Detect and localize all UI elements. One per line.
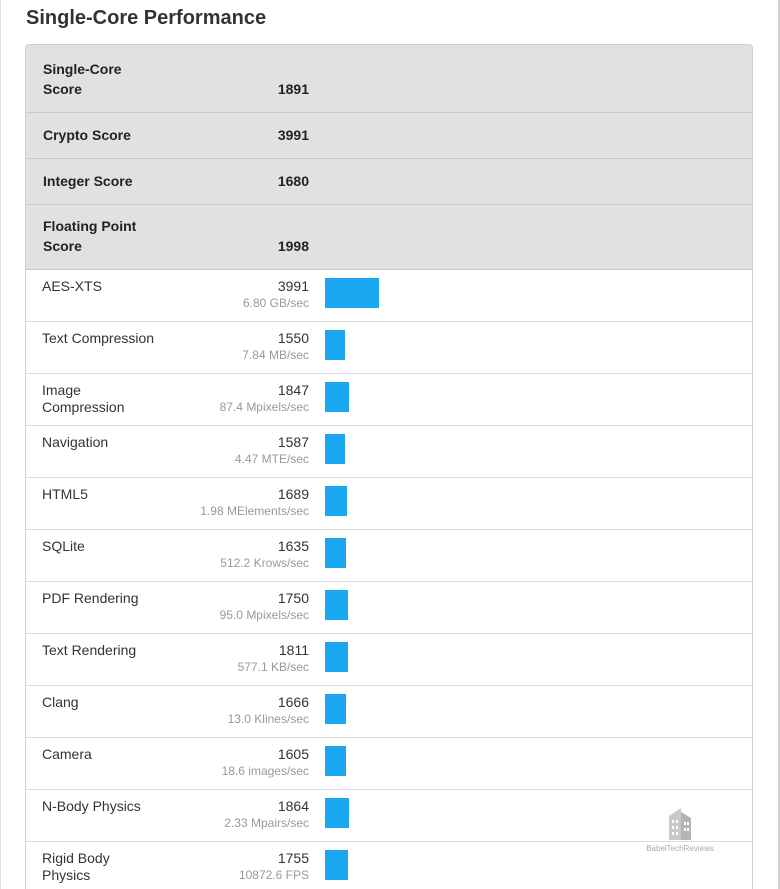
benchmark-name: Camera bbox=[42, 746, 92, 762]
benchmark-score: 1635 bbox=[277, 538, 309, 554]
benchmark-name: AES-XTS bbox=[42, 278, 102, 294]
benchmark-score: 1666 bbox=[277, 694, 309, 710]
benchmark-row bbox=[26, 426, 752, 478]
left-border bbox=[0, 0, 1, 889]
benchmark-rate: 95.0 Mpixels/sec bbox=[219, 608, 309, 622]
benchmark-bar bbox=[325, 330, 345, 360]
summary-label: Score bbox=[43, 238, 82, 254]
summary-row-floating-point bbox=[26, 205, 752, 270]
benchmark-row bbox=[26, 478, 752, 530]
benchmark-row bbox=[26, 374, 752, 426]
summary-score: 1998 bbox=[277, 238, 309, 254]
benchmark-rate: 10872.6 FPS bbox=[238, 868, 309, 882]
summary-score: 1680 bbox=[277, 173, 309, 189]
summary-row-integer bbox=[26, 159, 752, 205]
benchmark-bar bbox=[325, 538, 346, 568]
benchmark-rate: 1.98 MElements/sec bbox=[200, 504, 309, 518]
summary-label: Single-Core bbox=[43, 61, 122, 77]
benchmark-rate: 512.2 Krows/sec bbox=[220, 556, 309, 570]
benchmark-rate: 2.33 Mpairs/sec bbox=[224, 816, 309, 830]
benchmark-name: Image Compression bbox=[42, 382, 125, 415]
benchmark-bar bbox=[325, 434, 345, 464]
benchmark-bar bbox=[325, 798, 349, 828]
benchmark-score: 1811 bbox=[278, 642, 309, 658]
benchmark-row bbox=[26, 322, 752, 374]
benchmark-name: N-Body Physics bbox=[42, 798, 141, 814]
benchmark-rate: 4.47 MTE/sec bbox=[234, 452, 309, 466]
benchmark-row bbox=[26, 270, 752, 322]
benchmark-rate: 87.4 Mpixels/sec bbox=[219, 400, 309, 414]
benchmark-bar bbox=[325, 382, 349, 412]
summary-score: 3991 bbox=[277, 127, 309, 143]
benchmark-bar bbox=[325, 486, 347, 516]
benchmark-row bbox=[26, 530, 752, 582]
benchmark-name: PDF Rendering bbox=[42, 590, 139, 606]
benchmark-rate: 18.6 images/sec bbox=[221, 764, 309, 778]
summary-score: 1891 bbox=[277, 81, 309, 97]
benchmark-bar bbox=[325, 590, 348, 620]
benchmark-score: 1605 bbox=[277, 746, 309, 762]
benchmark-rate: 577.1 KB/sec bbox=[237, 660, 309, 674]
summary-row-single-core bbox=[26, 45, 752, 113]
benchmark-score: 1550 bbox=[277, 330, 309, 346]
benchmark-bar bbox=[325, 278, 379, 308]
summary-label: Floating Point bbox=[43, 218, 137, 234]
watermark-text: BabelTechReviews bbox=[646, 844, 714, 853]
benchmark-name: Navigation bbox=[42, 434, 109, 450]
benchmark-score: 1847 bbox=[277, 382, 309, 398]
summary-label: Score bbox=[43, 81, 82, 97]
benchmark-score: 3991 bbox=[277, 278, 309, 294]
benchmark-score: 1689 bbox=[277, 486, 309, 502]
benchmark-rate: 7.84 MB/sec bbox=[242, 348, 309, 362]
benchmark-score: 1587 bbox=[277, 434, 309, 450]
benchmark-rate: 6.80 GB/sec bbox=[242, 296, 309, 310]
benchmark-row bbox=[26, 582, 752, 634]
benchmark-row bbox=[26, 686, 752, 738]
benchmark-bar bbox=[325, 850, 348, 880]
page-title: Single-Core Performance bbox=[26, 7, 267, 29]
benchmark-name: SQLite bbox=[42, 538, 85, 554]
watermark bbox=[640, 806, 720, 856]
benchmark-row bbox=[26, 738, 752, 790]
benchmark-score: 1755 bbox=[277, 850, 309, 866]
summary-label: Crypto Score bbox=[43, 127, 131, 143]
benchmark-score: 1864 bbox=[277, 798, 309, 814]
benchmark-rate: 13.0 Klines/sec bbox=[227, 712, 309, 726]
building-logo-icon bbox=[665, 806, 695, 842]
benchmark-bar bbox=[325, 694, 346, 724]
benchmark-name: Text Compression bbox=[42, 330, 155, 346]
benchmark-name: Clang bbox=[42, 694, 79, 710]
benchmark-row bbox=[26, 634, 752, 686]
benchmark-score: 1750 bbox=[277, 590, 309, 606]
summary-row-crypto bbox=[26, 113, 752, 159]
benchmark-name: Rigid Body Physics bbox=[42, 850, 110, 883]
benchmark-name: HTML5 bbox=[42, 486, 88, 502]
summary-label: Integer Score bbox=[43, 173, 133, 189]
benchmark-bar bbox=[325, 642, 348, 672]
benchmark-bar bbox=[325, 746, 346, 776]
results-table bbox=[25, 44, 753, 889]
benchmark-name: Text Rendering bbox=[42, 642, 137, 658]
